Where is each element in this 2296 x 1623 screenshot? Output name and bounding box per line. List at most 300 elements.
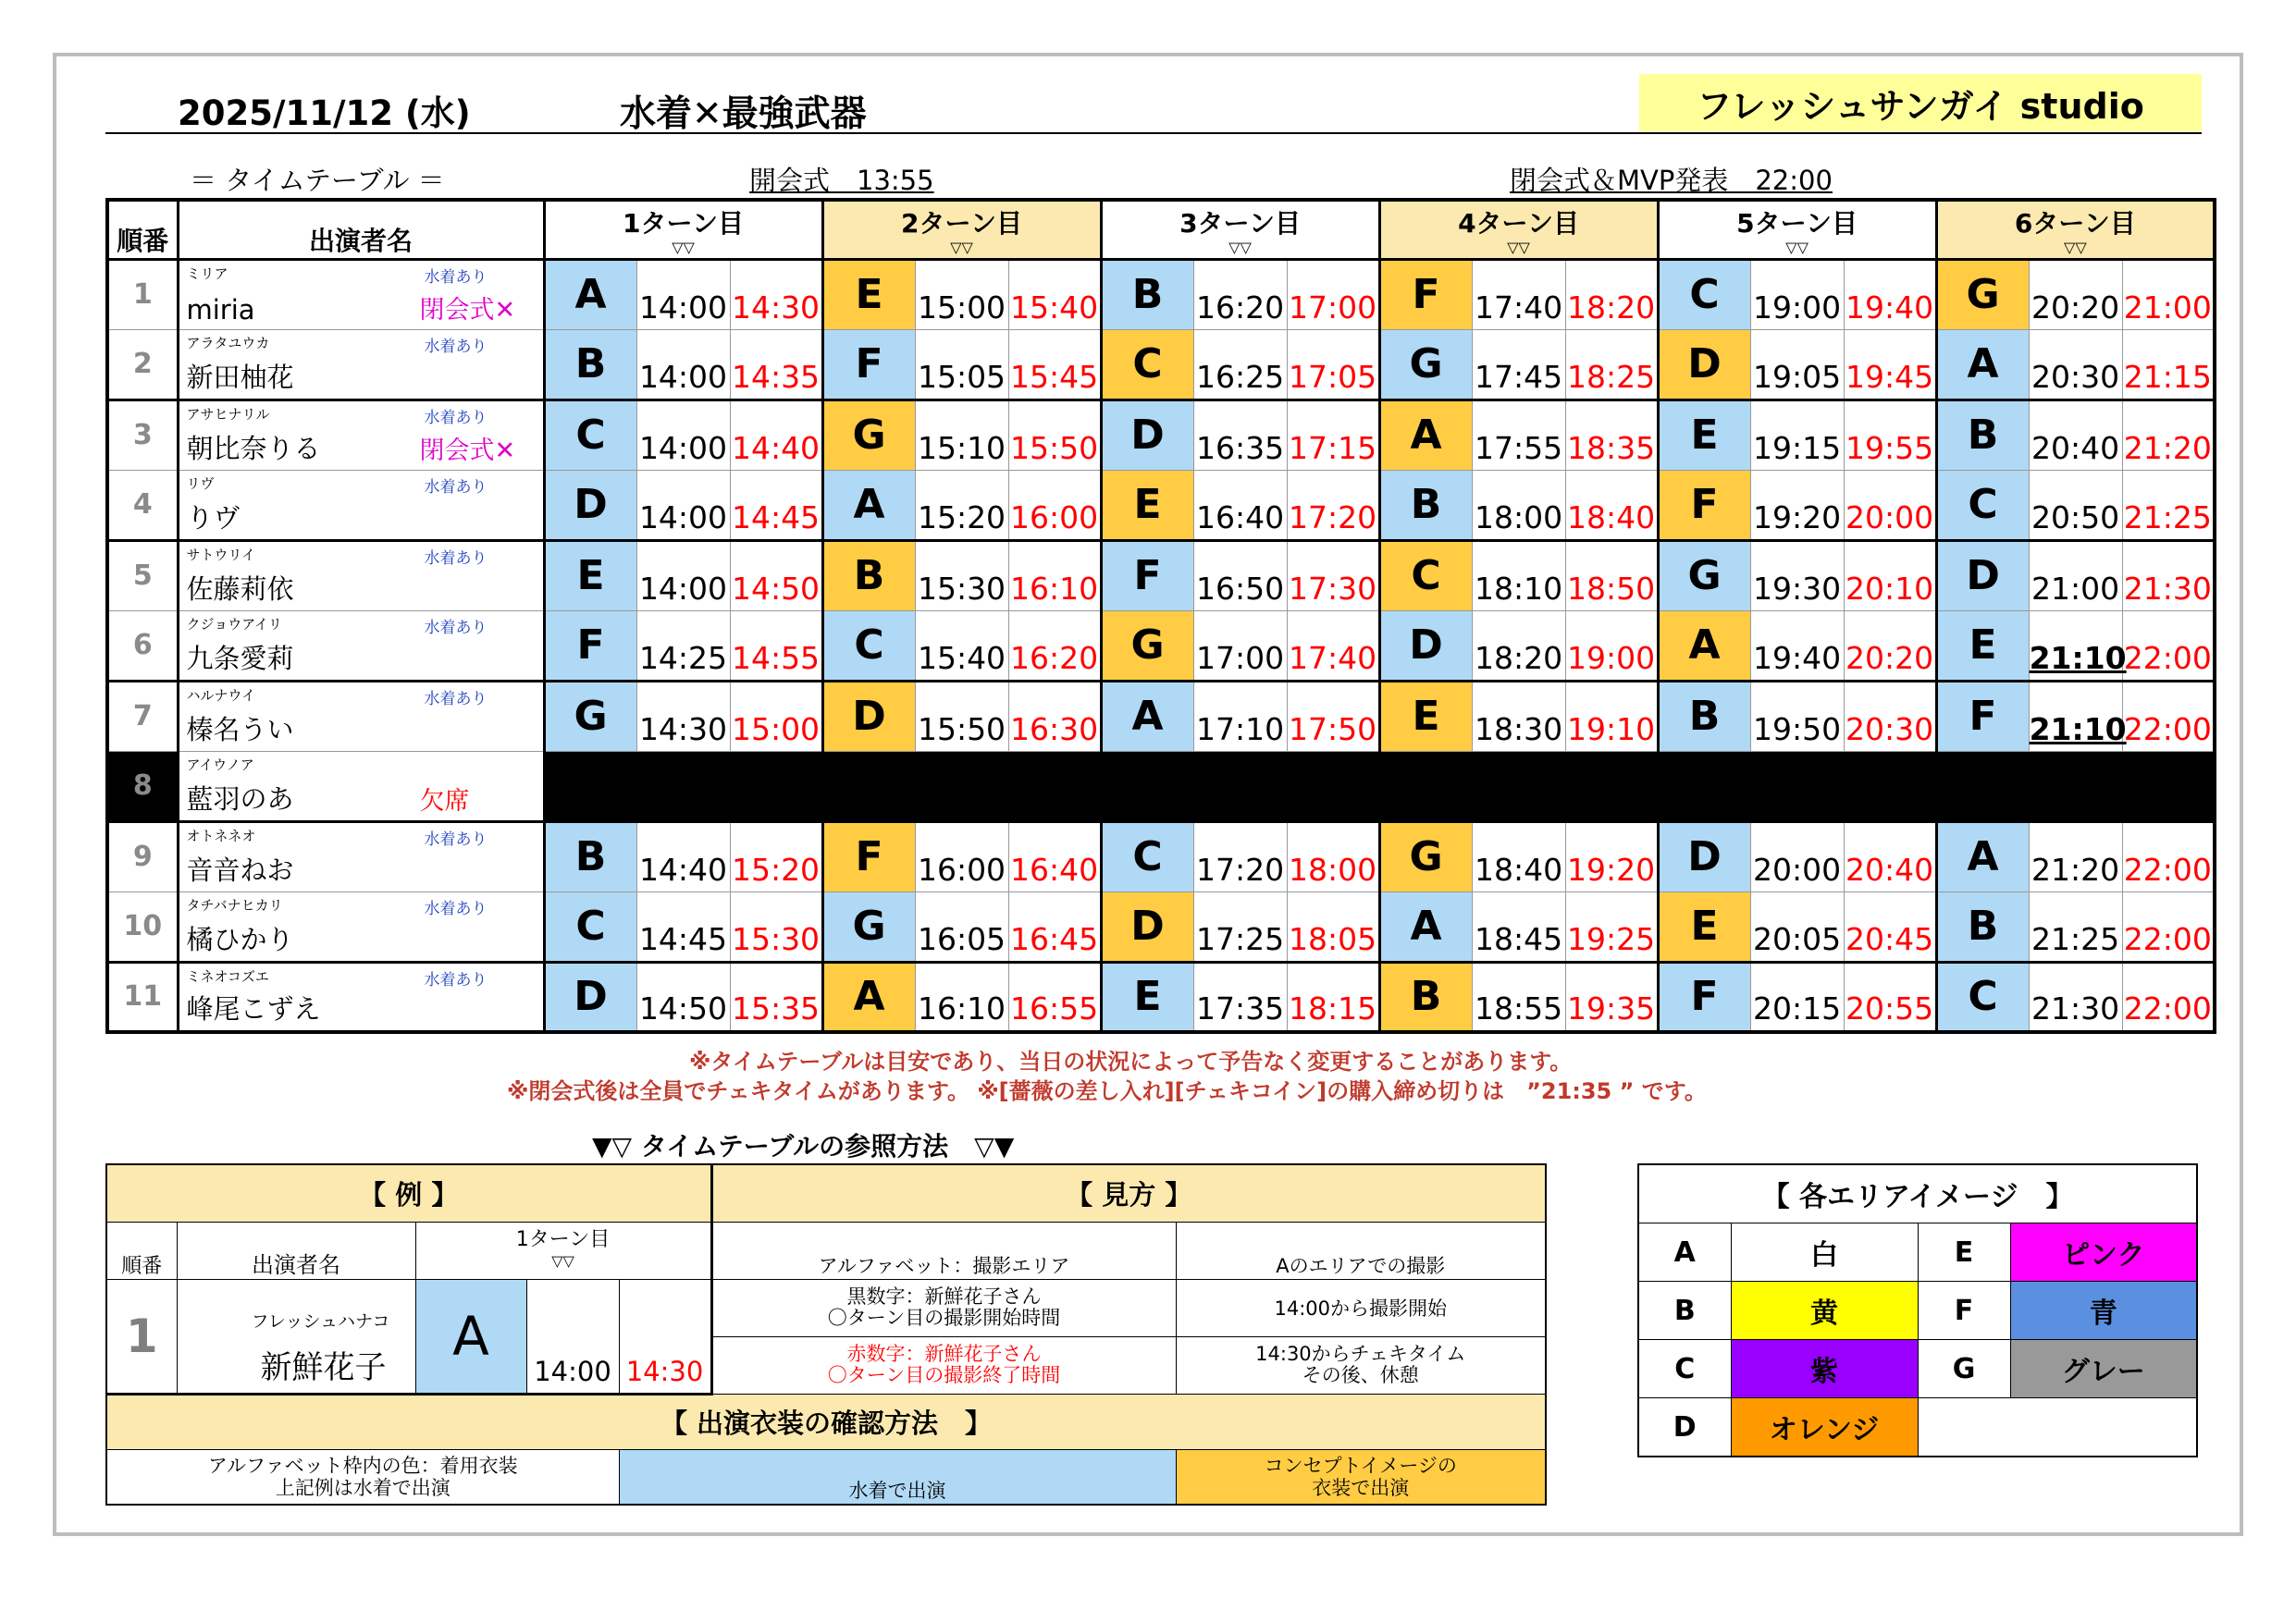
order-header: 順番 <box>107 200 178 259</box>
row-number: 7 <box>107 681 178 751</box>
end-time: 15:35 <box>730 962 822 1032</box>
performer-kana: アサヒナリル <box>186 405 270 423</box>
end-time: 15:50 <box>1008 400 1101 470</box>
area-letter: F <box>1658 962 1750 1032</box>
area-letter: E <box>544 540 636 610</box>
area-letter: G <box>1379 329 1472 400</box>
ref-start: 14:00 <box>526 1279 619 1394</box>
start-time: 18:20 <box>1472 610 1565 681</box>
start-time: 14:40 <box>636 821 730 891</box>
performer-cell <box>178 540 544 610</box>
area-letter: E <box>1379 681 1472 751</box>
end-time: 14:40 <box>730 400 822 470</box>
end-time: 17:00 <box>1287 259 1379 329</box>
start-time: 16:05 <box>915 891 1008 962</box>
turn-6-header: 6ターン目 ▽▽ <box>1936 200 2215 259</box>
end-time: 16:40 <box>1008 821 1101 891</box>
end-time: 18:50 <box>1565 540 1658 610</box>
start-time: 15:30 <box>915 540 1008 610</box>
area-letter: B <box>544 329 636 400</box>
row-number: 2 <box>107 329 178 400</box>
ref-row3-right: 14:30からチェキタイム その後、休憩 <box>1176 1336 1546 1394</box>
row-number: 5 <box>107 540 178 610</box>
start-time: 17:00 <box>1193 610 1287 681</box>
start-time: 15:40 <box>915 610 1008 681</box>
row-number: 4 <box>107 470 178 540</box>
area-letter: E <box>1101 470 1193 540</box>
area-letter: A <box>1101 681 1193 751</box>
swimwear-tag: 水着あり <box>424 970 488 990</box>
performer-cell <box>178 751 544 821</box>
legend-empty <box>1918 1398 2197 1457</box>
end-time: 21:00 <box>2122 259 2215 329</box>
performer-kana: オトネネオ <box>186 827 256 844</box>
performer-name: 朝比奈りる <box>186 432 321 464</box>
ref-num: 1 <box>106 1279 177 1394</box>
start-time: 21:20 <box>2029 821 2122 891</box>
end-time: 19:35 <box>1565 962 1658 1032</box>
performer-kana: リヴ <box>186 474 215 492</box>
area-letter: A <box>822 962 915 1032</box>
area-letter: E <box>822 259 915 329</box>
performer-cell <box>178 259 544 329</box>
area-letter: C <box>822 610 915 681</box>
start-time: 14:00 <box>636 259 730 329</box>
start-time: 20:30 <box>2029 329 2122 400</box>
performer-kana: ハルナウイ <box>186 686 256 704</box>
start-time: 21:10 <box>2029 610 2122 681</box>
area-letter: G <box>822 891 915 962</box>
start-time: 16:25 <box>1193 329 1287 400</box>
legend-title: 【 各エリアイメージ 】 <box>1638 1164 2197 1223</box>
costume-concept: コンセプトイメージの 衣装で出演 <box>1176 1449 1546 1505</box>
area-letter: F <box>1101 540 1193 610</box>
area-letter: C <box>1101 329 1193 400</box>
area-letter: F <box>1936 681 2029 751</box>
end-time: 16:45 <box>1008 891 1101 962</box>
performer-name: 九条愛莉 <box>186 642 294 674</box>
performer-cell <box>178 962 544 1032</box>
end-time: 20:30 <box>1844 681 1936 751</box>
swimwear-tag: 水着あり <box>424 408 488 427</box>
start-time: 17:10 <box>1193 681 1287 751</box>
opening-time: 開会式 13:55 <box>749 165 934 196</box>
swimwear-tag: 水着あり <box>424 477 488 497</box>
area-letter: G <box>822 400 915 470</box>
legend-color-yellow: 黄 <box>1731 1282 1918 1340</box>
end-time: 18:25 <box>1565 329 1658 400</box>
performer-kana: ミネオコズエ <box>186 967 269 985</box>
reference-table <box>105 1163 1547 1506</box>
area-letter: B <box>1379 470 1472 540</box>
end-time: 17:20 <box>1287 470 1379 540</box>
start-time: 14:00 <box>636 400 730 470</box>
table-row <box>107 400 2215 470</box>
area-letter: F <box>822 821 915 891</box>
ref-turn-label: 1ターン目 ▽▽ <box>415 1222 711 1279</box>
start-time: 19:15 <box>1750 400 1844 470</box>
legend-letter-a: A <box>1638 1223 1731 1282</box>
end-time: 20:40 <box>1844 821 1936 891</box>
area-letter: C <box>544 400 636 470</box>
swimwear-tag: 水着あり <box>424 267 488 287</box>
end-time: 19:25 <box>1565 891 1658 962</box>
area-letter: A <box>544 259 636 329</box>
end-time: 20:00 <box>1844 470 1936 540</box>
area-letter: E <box>1101 962 1193 1032</box>
area-letter: B <box>822 540 915 610</box>
area-letter: A <box>1379 400 1472 470</box>
start-time: 18:45 <box>1472 891 1565 962</box>
end-time: 15:20 <box>730 821 822 891</box>
area-letter: C <box>1658 259 1750 329</box>
legend-color-purple: 紫 <box>1731 1340 1918 1398</box>
start-time: 16:40 <box>1193 470 1287 540</box>
swimwear-tag: 水着あり <box>424 689 488 708</box>
end-time: 21:20 <box>2122 400 2215 470</box>
start-time: 14:25 <box>636 610 730 681</box>
start-time: 18:30 <box>1472 681 1565 751</box>
area-letter: C <box>1101 821 1193 891</box>
start-time: 17:25 <box>1193 891 1287 962</box>
end-time: 17:30 <box>1287 540 1379 610</box>
performer-kana: クジョウアイリ <box>186 615 282 633</box>
table-row <box>107 610 2215 681</box>
legend-letter-f: F <box>1918 1282 2010 1340</box>
legend-letter-g: G <box>1918 1340 2010 1398</box>
end-time: 20:45 <box>1844 891 1936 962</box>
ref-name: 新鮮花子 <box>260 1348 387 1386</box>
howto-header: 【 見方 】 <box>711 1164 1546 1222</box>
swimwear-tag: 水着あり <box>424 830 488 849</box>
area-legend <box>1637 1163 2198 1457</box>
start-time: 14:50 <box>636 962 730 1032</box>
end-time: 22:00 <box>2122 891 2215 962</box>
legend-letter-e: E <box>1918 1223 2010 1282</box>
timetable <box>105 198 2216 1034</box>
start-time: 14:30 <box>636 681 730 751</box>
notice-2: ※閉会式後は全員でチェキタイムがあります。 ※[薔薇の差し入れ][チェキコイン]の購入締め切りは ”21:35 ” です。 <box>507 1078 1707 1104</box>
end-time: 19:00 <box>1565 610 1658 681</box>
area-letter: B <box>1379 962 1472 1032</box>
start-time: 14:00 <box>636 329 730 400</box>
end-time: 18:00 <box>1287 821 1379 891</box>
area-letter: G <box>544 681 636 751</box>
start-time: 20:15 <box>1750 962 1844 1032</box>
legend-color-white: 白 <box>1731 1223 1918 1282</box>
start-time: 15:10 <box>915 400 1008 470</box>
end-time: 18:20 <box>1565 259 1658 329</box>
performer-cell <box>178 470 544 540</box>
end-time: 16:10 <box>1008 540 1101 610</box>
turn-3-header: 3ターン目 ▽▽ <box>1101 200 1379 259</box>
end-time: 16:00 <box>1008 470 1101 540</box>
start-time: 21:00 <box>2029 540 2122 610</box>
end-time: 14:50 <box>730 540 822 610</box>
legend-color-pink: ピンク <box>2010 1223 2197 1282</box>
ref-end: 14:30 <box>619 1279 711 1394</box>
start-time: 16:10 <box>915 962 1008 1032</box>
end-time: 15:40 <box>1008 259 1101 329</box>
end-time: 20:55 <box>1844 962 1936 1032</box>
area-letter: A <box>1658 610 1750 681</box>
start-time: 19:30 <box>1750 540 1844 610</box>
start-time: 15:50 <box>915 681 1008 751</box>
start-time: 21:30 <box>2029 962 2122 1032</box>
start-time: 16:35 <box>1193 400 1287 470</box>
area-letter: E <box>1658 400 1750 470</box>
end-time: 19:10 <box>1565 681 1658 751</box>
performer-name: miria <box>186 293 255 326</box>
swimwear-tag: 水着あり <box>424 618 488 637</box>
legend-letter-d: D <box>1638 1398 1731 1457</box>
table-row <box>107 259 2215 329</box>
start-time: 17:20 <box>1193 821 1287 891</box>
ref-row3-left: 赤数字：新鮮花子さん 〇ターン目の撮影終了時間 <box>711 1336 1176 1394</box>
area-letter: D <box>822 681 915 751</box>
start-time: 19:05 <box>1750 329 1844 400</box>
header-divider <box>105 132 2202 134</box>
ref-row1-right: Aのエリアでの撮影 <box>1176 1222 1546 1279</box>
table-row <box>107 891 2215 962</box>
end-time: 14:55 <box>730 610 822 681</box>
area-letter: B <box>1936 891 2029 962</box>
performer-cell <box>178 681 544 751</box>
end-time: 21:30 <box>2122 540 2215 610</box>
legend-letter-c: C <box>1638 1340 1731 1398</box>
row-number: 3 <box>107 400 178 470</box>
area-letter: B <box>544 821 636 891</box>
end-time: 15:30 <box>730 891 822 962</box>
performer-name: 新田柚花 <box>186 361 294 393</box>
performer-cell <box>178 400 544 470</box>
start-time: 14:00 <box>636 540 730 610</box>
swimwear-tag: 水着あり <box>424 548 488 568</box>
ref-row1-left: アルファベット：撮影エリア <box>711 1222 1176 1279</box>
start-time: 20:20 <box>2029 259 2122 329</box>
timetable-label: ＝ タイムテーブル ＝ <box>190 165 445 196</box>
area-letter: D <box>1101 400 1193 470</box>
start-time: 20:05 <box>1750 891 1844 962</box>
end-time: 22:00 <box>2122 681 2215 751</box>
area-letter: B <box>1658 681 1750 751</box>
performer-cell <box>178 610 544 681</box>
area-letter: D <box>1936 540 2029 610</box>
performer-kana: サトウリイ <box>186 546 256 563</box>
swimwear-tag: 水着あり <box>424 899 488 918</box>
end-time: 18:15 <box>1287 962 1379 1032</box>
end-time: 17:15 <box>1287 400 1379 470</box>
area-letter: C <box>1936 962 2029 1032</box>
area-letter: D <box>1379 610 1472 681</box>
area-letter: C <box>1379 540 1472 610</box>
row-number: 11 <box>107 962 178 1032</box>
ref-kana: フレッシュハナコ <box>251 1310 390 1332</box>
area-letter: D <box>1658 329 1750 400</box>
end-time: 14:45 <box>730 470 822 540</box>
area-letter: E <box>1936 610 2029 681</box>
end-time: 20:20 <box>1844 610 1936 681</box>
area-letter: D <box>1101 891 1193 962</box>
area-letter: G <box>1658 540 1750 610</box>
table-row <box>107 470 2215 540</box>
area-letter: F <box>1379 259 1472 329</box>
row-number: 6 <box>107 610 178 681</box>
performer-kana: アイウノア <box>186 756 254 773</box>
area-letter: E <box>1658 891 1750 962</box>
area-letter: D <box>544 962 636 1032</box>
table-row <box>107 821 2215 891</box>
performer-header: 出演者名 <box>178 200 544 259</box>
end-time: 16:20 <box>1008 610 1101 681</box>
ref-row2-right: 14:00から撮影開始 <box>1176 1279 1546 1336</box>
ref-name-cell <box>177 1279 415 1394</box>
end-time: 22:00 <box>2122 821 2215 891</box>
end-time: 19:45 <box>1844 329 1936 400</box>
turn-2-header: 2ターン目 ▽▽ <box>822 200 1101 259</box>
start-time: 19:20 <box>1750 470 1844 540</box>
end-time: 18:35 <box>1565 400 1658 470</box>
event-title: 水着✕最強武器 <box>620 93 867 135</box>
absent-bar <box>544 751 2215 821</box>
end-time: 16:55 <box>1008 962 1101 1032</box>
swimwear-tag: 水着あり <box>424 337 488 356</box>
ref-performer-label: 出演者名 <box>177 1222 415 1279</box>
area-letter: D <box>1658 821 1750 891</box>
area-letter: G <box>1936 259 2029 329</box>
end-time: 16:30 <box>1008 681 1101 751</box>
start-time: 15:05 <box>915 329 1008 400</box>
end-time: 18:40 <box>1565 470 1658 540</box>
performer-note: 閉会式✕ <box>419 295 516 325</box>
row-number: 1 <box>107 259 178 329</box>
end-time: 19:55 <box>1844 400 1936 470</box>
table-row <box>107 681 2215 751</box>
area-letter: G <box>1101 610 1193 681</box>
performer-name: りヴ <box>186 501 241 534</box>
end-time: 17:40 <box>1287 610 1379 681</box>
area-letter: F <box>822 329 915 400</box>
performer-cell <box>178 821 544 891</box>
end-time: 22:00 <box>2122 962 2215 1032</box>
table-row <box>107 751 2215 821</box>
table-row <box>107 329 2215 400</box>
event-date: 2025/11/12 (水) <box>178 93 471 133</box>
start-time: 19:40 <box>1750 610 1844 681</box>
performer-note: 閉会式✕ <box>419 436 516 465</box>
start-time: 16:50 <box>1193 540 1287 610</box>
performer-kana: ミリア <box>186 264 228 282</box>
start-time: 19:50 <box>1750 681 1844 751</box>
costume-swimwear: 水着で出演 <box>619 1449 1176 1505</box>
performer-cell <box>178 329 544 400</box>
end-time: 17:05 <box>1287 329 1379 400</box>
start-time: 18:10 <box>1472 540 1565 610</box>
start-time: 16:20 <box>1193 259 1287 329</box>
performer-name: 藍羽のあ <box>186 782 294 815</box>
start-time: 20:00 <box>1750 821 1844 891</box>
start-time: 20:40 <box>2029 400 2122 470</box>
start-time: 21:10 <box>2029 681 2122 751</box>
reference-title: ▼▽ タイムテーブルの参照方法 ▽▼ <box>592 1131 1015 1162</box>
area-letter: F <box>1658 470 1750 540</box>
performer-name: 榛名うい <box>186 713 294 745</box>
start-time: 17:55 <box>1472 400 1565 470</box>
area-letter: A <box>1936 821 2029 891</box>
turn-5-header: 5ターン目 ▽▽ <box>1658 200 1936 259</box>
start-time: 16:00 <box>915 821 1008 891</box>
notice-1: ※タイムテーブルは目安であり、当日の状況によって予告なく変更することがあります。 <box>689 1049 1573 1075</box>
end-time: 19:20 <box>1565 821 1658 891</box>
start-time: 18:00 <box>1472 470 1565 540</box>
legend-letter-b: B <box>1638 1282 1731 1340</box>
start-time: 18:40 <box>1472 821 1565 891</box>
start-time: 17:45 <box>1472 329 1565 400</box>
area-letter: C <box>1936 470 2029 540</box>
end-time: 22:00 <box>2122 610 2215 681</box>
start-time: 15:00 <box>915 259 1008 329</box>
end-time: 18:05 <box>1287 891 1379 962</box>
start-time: 19:00 <box>1750 259 1844 329</box>
start-time: 17:40 <box>1472 259 1565 329</box>
area-letter: F <box>544 610 636 681</box>
legend-color-blue: 青 <box>2010 1282 2197 1340</box>
performer-kana: タチバナヒカリ <box>186 896 283 914</box>
performer-name: 佐藤莉依 <box>186 572 294 605</box>
turn-4-header: 4ターン目 ▽▽ <box>1379 200 1658 259</box>
end-time: 19:40 <box>1844 259 1936 329</box>
end-time: 14:30 <box>730 259 822 329</box>
performer-name: 峰尾こずえ <box>186 993 321 1025</box>
ref-row2-left: 黒数字：新鮮花子さん 〇ターン目の撮影開始時間 <box>711 1279 1176 1336</box>
area-letter: A <box>822 470 915 540</box>
area-letter: B <box>1101 259 1193 329</box>
row-number: 8 <box>107 751 178 821</box>
end-time: 17:50 <box>1287 681 1379 751</box>
area-letter: C <box>544 891 636 962</box>
ref-letter: A <box>415 1279 526 1394</box>
studio-name: フレッシュサンガイ studio <box>1639 74 2202 131</box>
start-time: 18:55 <box>1472 962 1565 1032</box>
performer-cell <box>178 891 544 962</box>
start-time: 14:00 <box>636 470 730 540</box>
area-letter: B <box>1936 400 2029 470</box>
start-time: 14:45 <box>636 891 730 962</box>
start-time: 20:50 <box>2029 470 2122 540</box>
performer-note: 欠席 <box>419 786 470 816</box>
row-number: 9 <box>107 821 178 891</box>
end-time: 21:25 <box>2122 470 2215 540</box>
row-number: 10 <box>107 891 178 962</box>
area-letter: A <box>1379 891 1472 962</box>
start-time: 15:20 <box>915 470 1008 540</box>
legend-color-orange: オレンジ <box>1731 1398 1918 1457</box>
end-time: 21:15 <box>2122 329 2215 400</box>
closing-time: 閉会式＆MVP発表 22:00 <box>1510 165 1833 196</box>
end-time: 15:45 <box>1008 329 1101 400</box>
start-time: 17:35 <box>1193 962 1287 1032</box>
ref-order-label: 順番 <box>106 1222 177 1279</box>
end-time: 15:00 <box>730 681 822 751</box>
example-header: 【 例 】 <box>106 1164 711 1222</box>
area-letter: G <box>1379 821 1472 891</box>
start-time: 21:25 <box>2029 891 2122 962</box>
performer-name: 橘ひかり <box>186 923 294 955</box>
legend-color-gray: グレー <box>2010 1340 2197 1398</box>
costume-header: 【 出演衣装の確認方法 】 <box>106 1394 1546 1449</box>
turn-1-header: 1ターン目 ▽▽ <box>544 200 822 259</box>
end-time: 20:10 <box>1844 540 1936 610</box>
